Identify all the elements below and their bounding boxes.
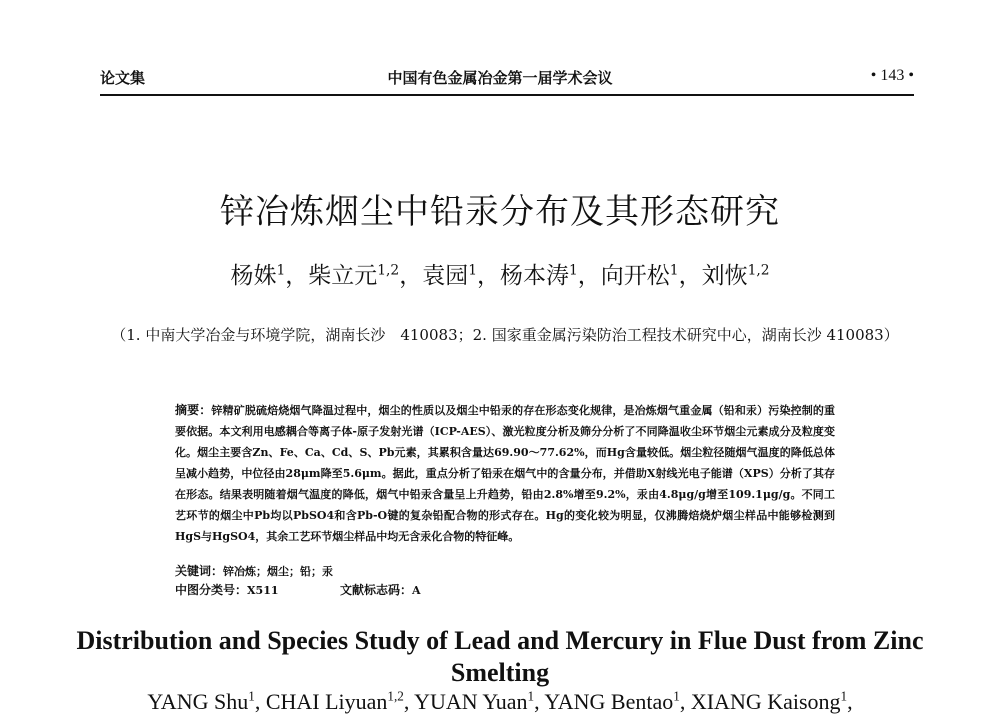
cn-author-name: 向开松	[600, 263, 670, 289]
clc-number	[175, 581, 279, 598]
paper-title-en: Distribution and Species Study of Lead and Mercury in Flue Dust from Zinc Smelting	[76, 626, 924, 687]
affiliation-cn: （1. 中南大学冶金与环境学院，湖南长沙 410083；2. 国家重金属污染防治工程技术研究中心，湖南长沙 410083）	[111, 326, 899, 344]
doc-code-value: A	[412, 584, 421, 597]
clc-label: 中图分类号：	[175, 583, 248, 597]
clc-value: X511	[247, 584, 279, 597]
cn-author-name: 杨姝	[230, 263, 277, 289]
cn-author-separator: ，	[577, 263, 601, 289]
header-rule	[100, 94, 914, 96]
en-author-name: YUAN Yuan	[414, 689, 528, 714]
paper-title-cn: 锌冶炼烟尘中铅汞分布及其形态研究	[220, 192, 780, 232]
cn-author-name: 袁园	[422, 263, 469, 289]
cn-author-separator: ，	[399, 263, 423, 289]
cn-author-affiliation-mark: 1	[276, 262, 286, 279]
keywords-text: 锌冶炼；烟尘；铅；汞	[223, 565, 334, 578]
cn-author-name: 柴立元	[308, 263, 378, 289]
cn-author-separator: ，	[477, 263, 500, 289]
running-head-conference: 中国有色金属冶金第一届学术会议	[387, 69, 613, 87]
en-author-name: CHAI Liyuan	[265, 689, 388, 714]
cn-author-separator: ，	[285, 263, 309, 289]
en-author-name: YANG Bentao	[544, 689, 674, 714]
en-author-separator: ,	[403, 689, 415, 714]
cn-author-affiliation-mark: 1,2	[377, 262, 400, 279]
doc-code-label: 文献标志码：	[340, 583, 413, 597]
en-author-affiliation-mark: 1	[840, 688, 848, 704]
en-author-separator: ,	[679, 689, 691, 714]
abstract-text: 锌精矿脱硫焙烧烟气降温过程中，烟尘的性质以及烟尘中铅汞的存在形态变化规律，是冶炼烟气重金属（铅和汞）污染控制的重要依据。本文利用电感耦合等离子体-原子发射光谱（ICP-AES）、激光粒度分析及筛分分析了不同降温收尘环节烟尘元素成分及粒度变化。烟尘主要含Zn、Fe、Ca、Cd、S、Pb元素，其累积含量达69.90～77.62%，而Hg含量较低。烟尘粒径随烟气温度的降低总体呈减小趋势，中位径由28μm降至5.6μm。据此，重点分析了铅汞在烟气中的含量分布，并借助X射线光电子能谱（XPS）分析了其存在形态。结果表明随着烟气温度的降低，烟气中铅汞含量呈上升趋势，铅由2.8%增至9.2%，汞由4.8μg/g增至109.1μg/g。不同工艺环节的烟尘中Pb均以PbSO4和含Pb-O键的复杂铅配合物的形式存在。Hg的变化较为明显，仅沸腾焙烧炉烟尘样品中能够检测到HgS与HgSO4，其余工艺环节烟尘样品中均无含汞化合物的特征峰。	[175, 404, 835, 543]
en-author-affiliation-mark: 1	[248, 688, 255, 704]
en-author-name: XIANG Kaisong	[690, 689, 841, 714]
page-number: • 143 •	[870, 67, 914, 84]
abstract-label: 摘要：	[175, 403, 212, 417]
en-author-affiliation-mark: 1	[527, 688, 535, 704]
cn-author-name: 杨本涛	[500, 263, 569, 289]
running-head-left: 论文集	[100, 69, 146, 87]
cn-author-affiliation-mark: 1	[468, 262, 477, 279]
en-author-name: YANG Shu	[147, 689, 249, 714]
author-list-cn	[0, 257, 1000, 290]
en-author-separator: ,	[254, 689, 266, 714]
en-author-affiliation-mark: 1	[673, 688, 680, 704]
en-author-separator: ,	[534, 689, 545, 714]
keywords-cn	[175, 562, 835, 579]
cn-author-affiliation-mark: 1,2	[747, 262, 770, 279]
en-author-affiliation-mark: 1,2	[387, 688, 404, 704]
author-list-en	[0, 689, 1000, 715]
cn-author-separator: ，	[678, 263, 702, 289]
cn-author-name: 刘恢	[701, 263, 748, 289]
en-author-separator: ,	[847, 689, 853, 714]
cn-author-affiliation-mark: 1	[669, 262, 679, 279]
document-code	[340, 581, 421, 598]
keywords-label: 关键词：	[175, 564, 224, 578]
abstract-cn	[175, 400, 835, 547]
cn-author-affiliation-mark: 1	[569, 262, 578, 279]
